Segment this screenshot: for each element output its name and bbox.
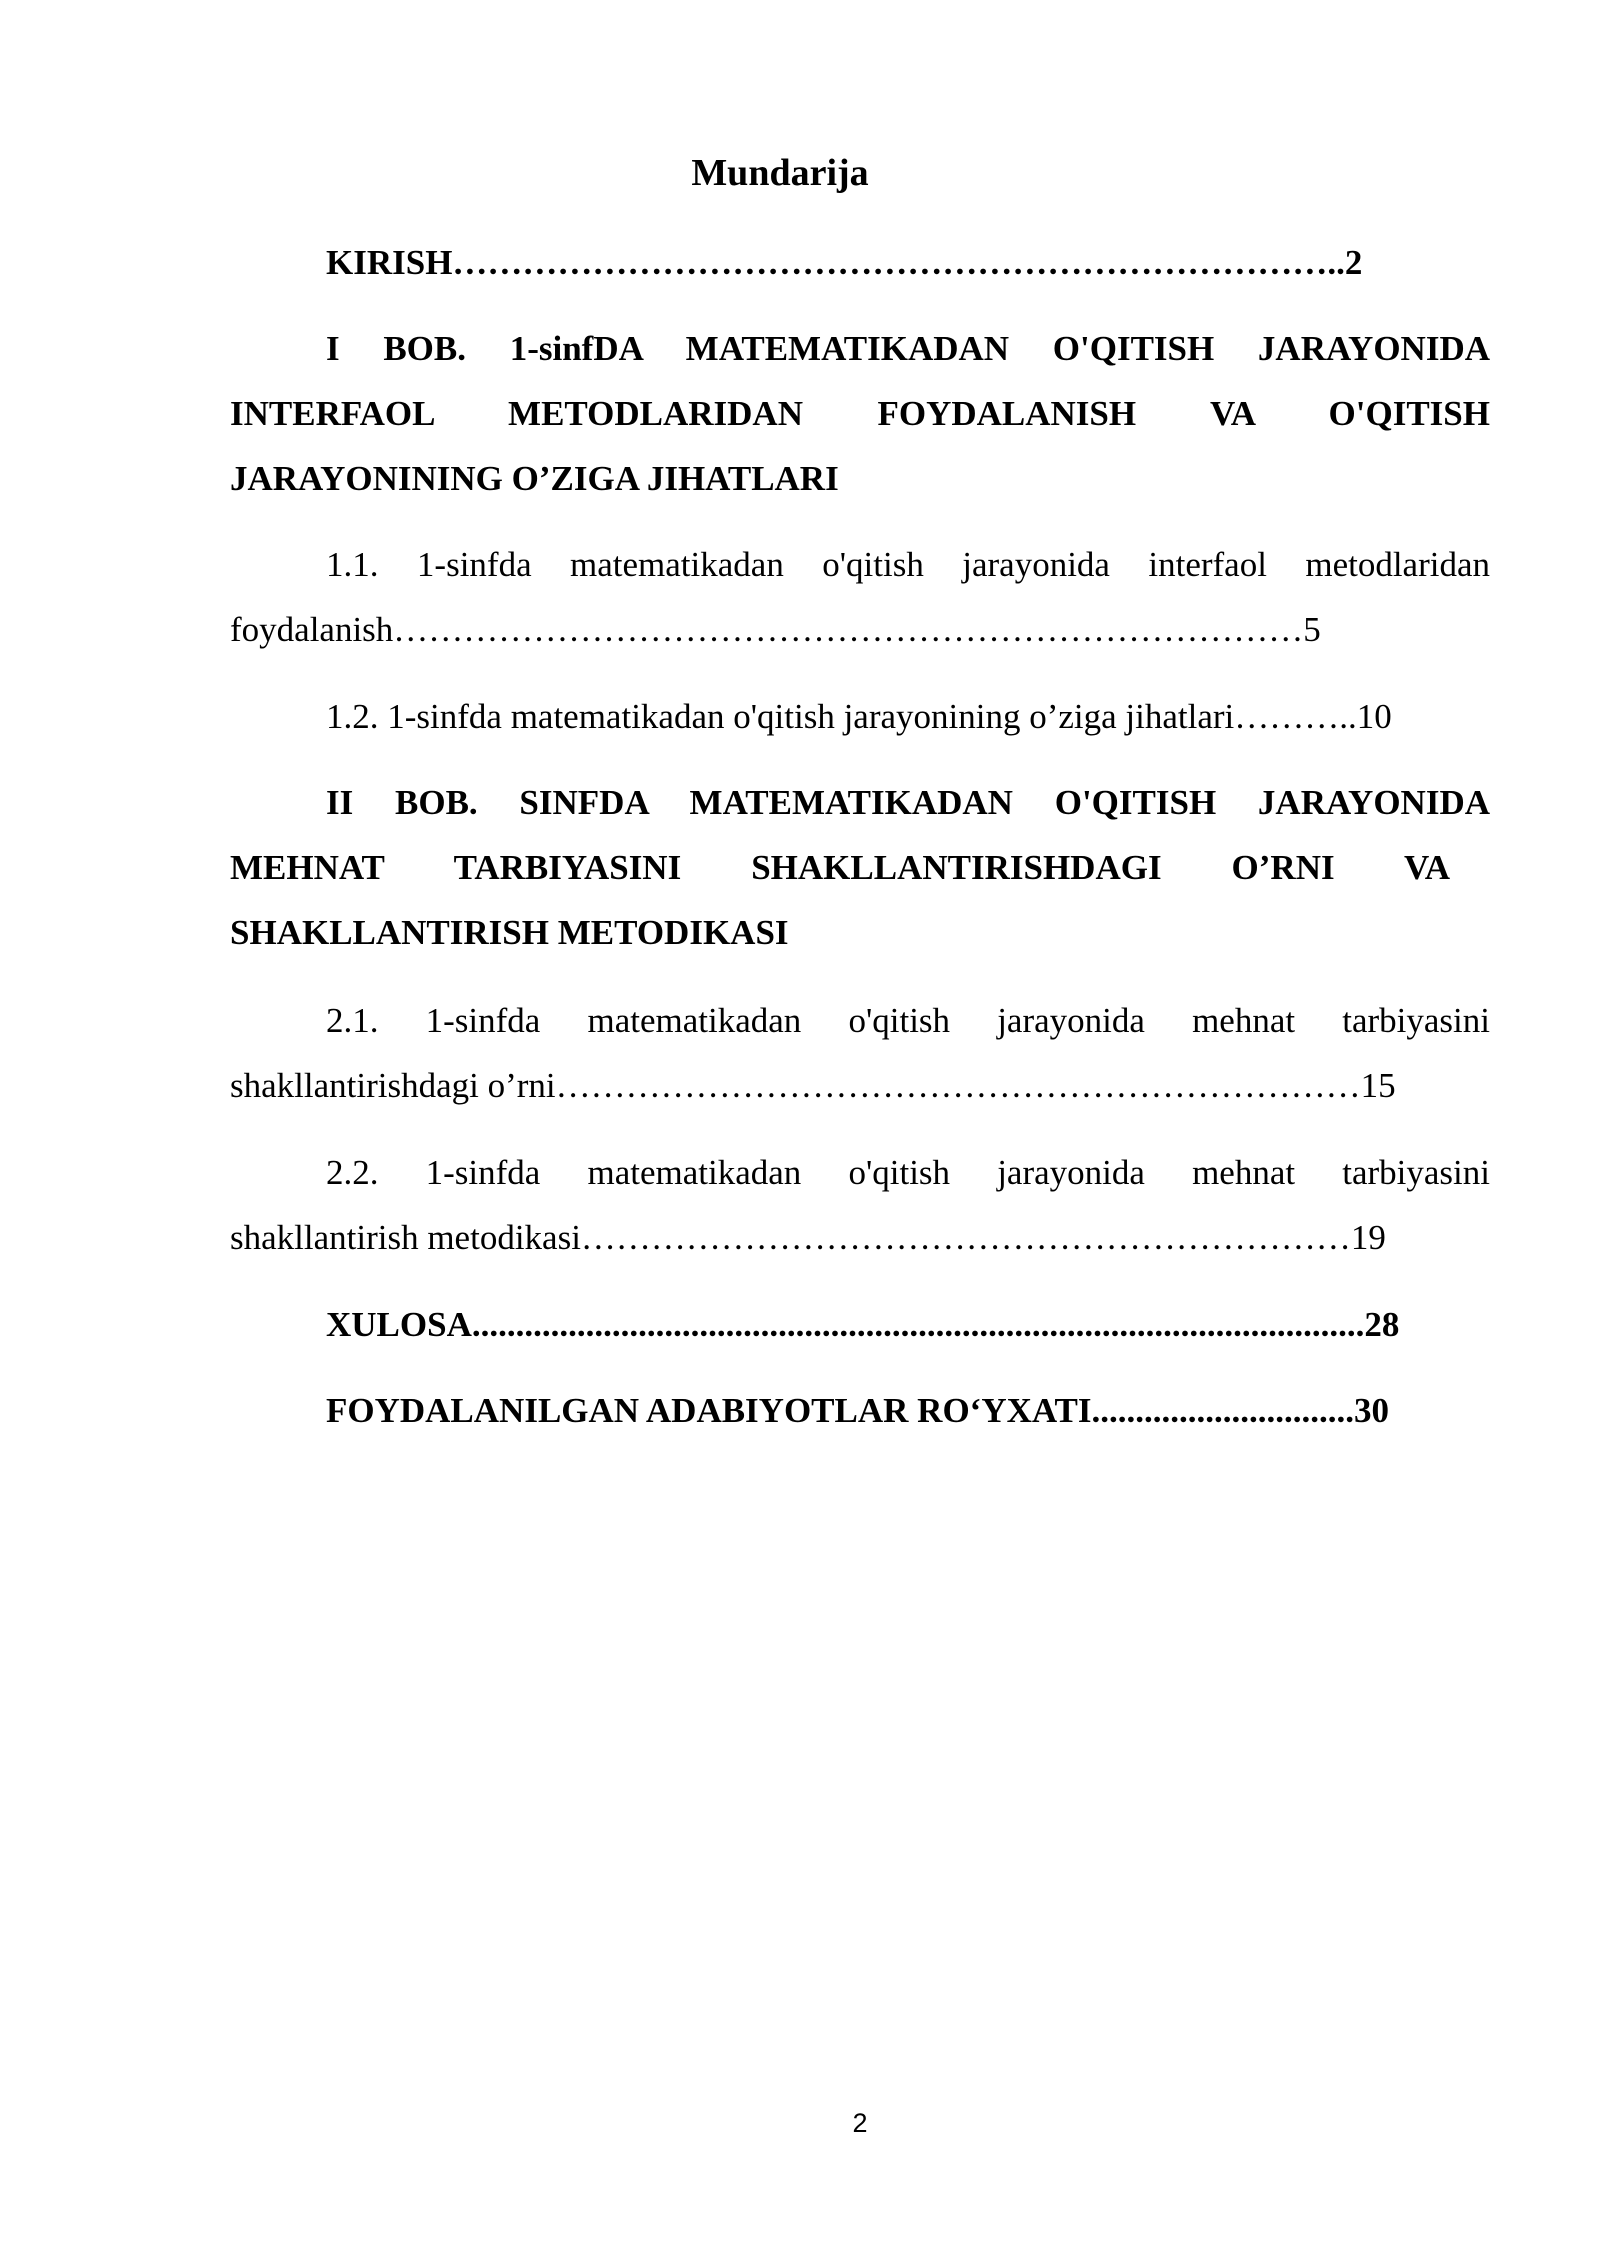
toc-section-2-1-line-2: shakllantirishdagi o’rni……………………………………………………………15 <box>230 1066 1396 1105</box>
toc-chapter-1-line-3: JARAYONINING O’ZIGA JIHATLARI <box>230 459 839 498</box>
page-number: 2 <box>852 2108 868 2138</box>
toc-chapter-2-line-2: MEHNAT TARBIYASINI SHAKLLANTIRISHDAGI O’RNI VA <box>230 848 1450 887</box>
toc-chapter-2-line-1: II BOB. SINFDA MATEMATIKADAN O'QITISH JARAYONIDA <box>326 783 1490 822</box>
toc-section-1-1-line-2: foydalanish……………………………………………………………………5 <box>230 610 1321 649</box>
toc-entry-references[interactable]: FOYDALANILGAN ADABIYOTLAR RO‘YXATI..............................30 <box>326 1391 1390 1430</box>
toc-entry-intro[interactable]: KIRISH…………………………………………………………………..2 <box>326 243 1363 282</box>
toc-chapter-2[interactable] <box>230 770 1490 965</box>
toc-section-2-1[interactable] <box>230 988 1490 1118</box>
toc-section-2-2[interactable] <box>230 1140 1490 1270</box>
toc-chapter-1-line-1: I BOB. 1-sinfDA MATEMATIKADAN O'QITISH JARAYONIDA <box>326 329 1490 368</box>
toc-section-2-1-line-1: 2.1. 1-sinfda matematikadan o'qitish jarayonida mehnat tarbiyasini <box>326 1001 1490 1040</box>
toc-section-1-2[interactable]: 1.2. 1-sinfda matematikadan o'qitish jarayonining o’ziga jihatlari………..10 <box>326 697 1392 736</box>
toc-chapter-1[interactable] <box>230 316 1490 511</box>
toc-entry-conclusion[interactable]: XULOSA......................................................................................................28 <box>326 1305 1400 1344</box>
toc-section-1-1[interactable] <box>230 532 1490 662</box>
page-title: Mundarija <box>691 152 869 194</box>
toc-section-2-2-line-1: 2.2. 1-sinfda matematikadan o'qitish jarayonida mehnat tarbiyasini <box>326 1153 1490 1192</box>
toc-section-1-1-line-1: 1.1. 1-sinfda matematikadan o'qitish jarayonida interfaol metodlaridan <box>326 545 1490 584</box>
toc-section-2-2-line-2: shakllantirish metodikasi…………………………………………………………19 <box>230 1218 1386 1257</box>
toc-chapter-1-line-2: INTERFAOL METODLARIDAN FOYDALANISH VA O'QITISH <box>230 394 1490 433</box>
toc-chapter-2-line-3: SHAKLLANTIRISH METODIKASI <box>230 913 789 952</box>
